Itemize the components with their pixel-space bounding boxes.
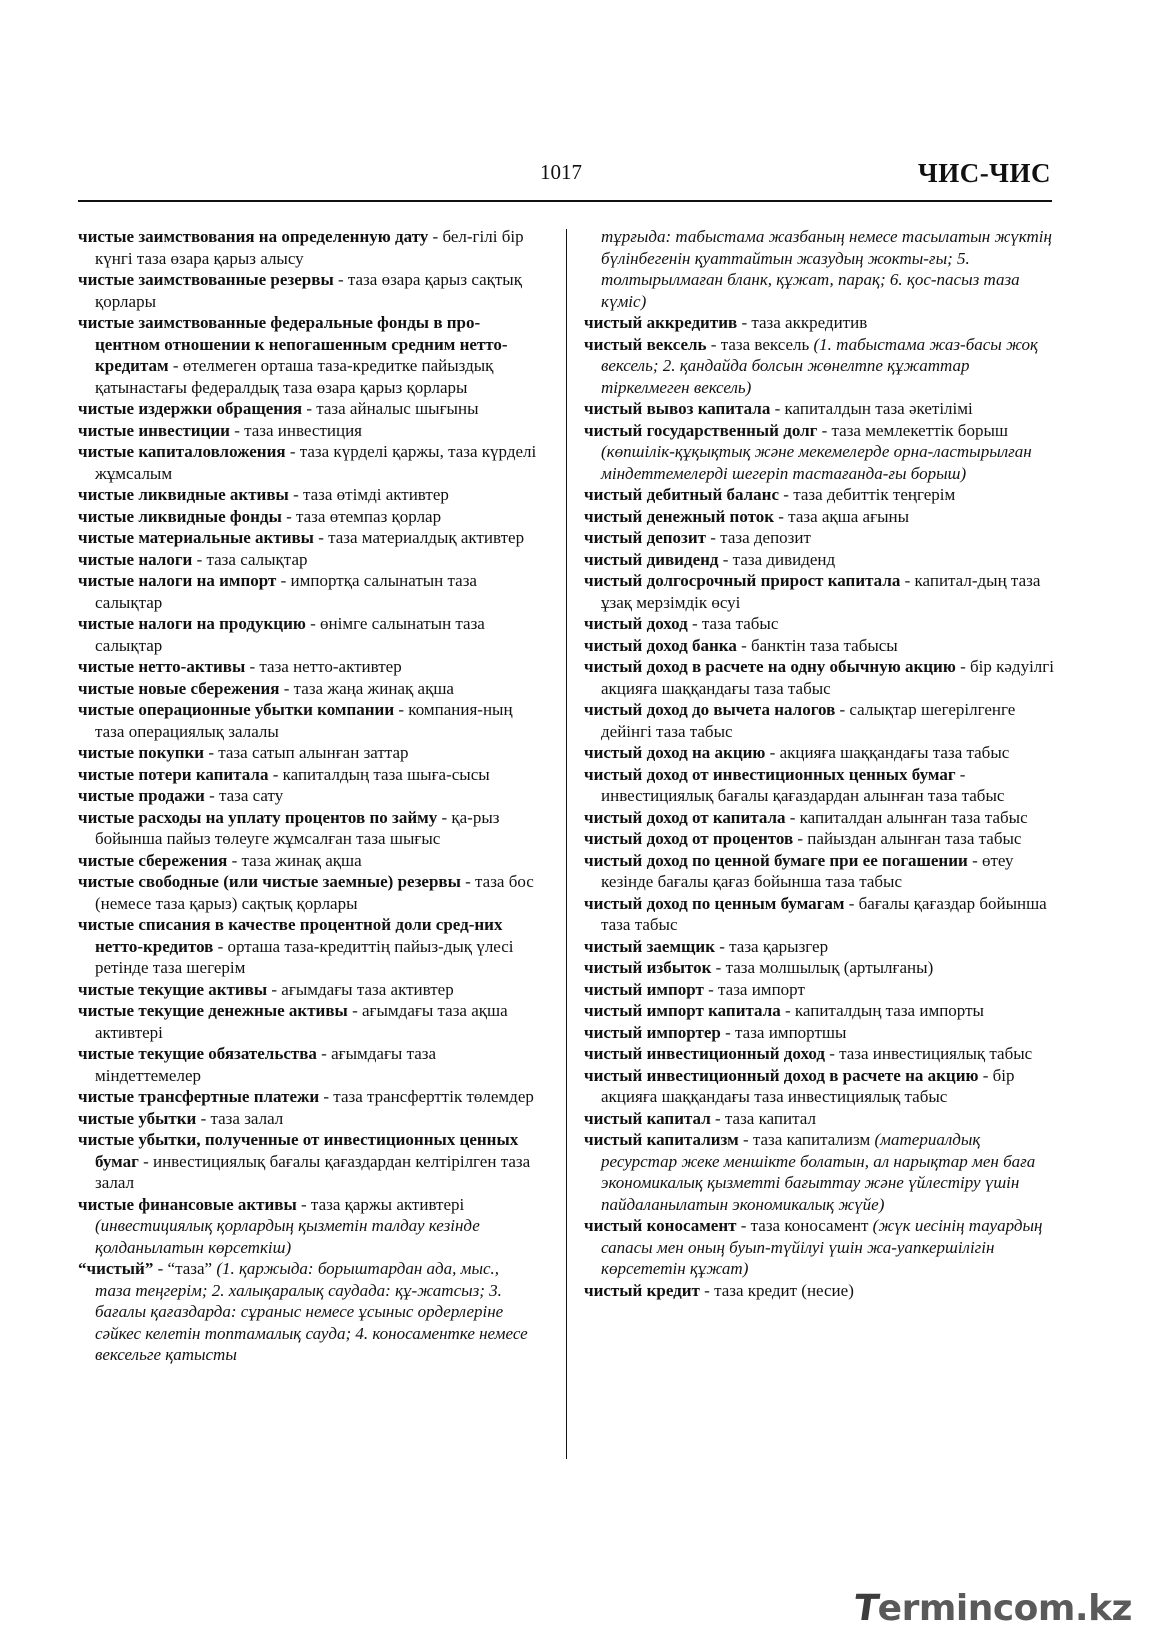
- entry-term: чистые инвестиции: [78, 420, 230, 440]
- watermark-last: m.kz: [1037, 1588, 1132, 1629]
- dictionary-entry: [584, 506, 1054, 528]
- column-divider: [566, 229, 567, 1459]
- watermark-o: o: [1013, 1588, 1038, 1629]
- entry-translation: - таза өтемпаз қорлар: [281, 506, 442, 526]
- entry-translation: - таза қарызгер: [715, 936, 829, 956]
- entry-translation: - таза мемлекеттік борыш: [817, 420, 1008, 440]
- entry-term: чистый государственный долг: [584, 420, 818, 440]
- entry-translation: - таза аккредитив: [737, 313, 868, 332]
- entry-term: чистые покупки: [78, 743, 205, 762]
- entry-term: чистые заимствования на определенную дату: [78, 227, 429, 246]
- entry-note: (инвестициялық қорлардың қызметін талдау кезінде қолданылатын көрсеткіш): [95, 1216, 480, 1257]
- entry-translation: - таза күрделі қаржы, таза күрделі жұмсалым: [95, 442, 537, 483]
- entry-translation: - капиталдан алынған таза табыс: [785, 807, 1028, 827]
- dictionary-entry: [78, 742, 538, 764]
- entry-term: чистый доход: [584, 614, 688, 633]
- dictionary-entry: [584, 1129, 1054, 1215]
- entry-translation: - капиталдың таза шыға-сысы: [268, 764, 490, 784]
- dictionary-entry: [584, 549, 1054, 571]
- entry-term: чистые свободные (или чистые заемные) резервы: [78, 872, 461, 891]
- entry-term: чистый коносамент: [584, 1216, 737, 1235]
- entry-translation: - таза кредит (несие): [699, 1280, 854, 1300]
- entry-term: “чистый”: [78, 1259, 154, 1278]
- entry-translation: - таза капитализм: [738, 1130, 875, 1149]
- dictionary-entry: [584, 484, 1054, 506]
- entry-translation: - таза трансферттік төлемдер: [319, 1087, 534, 1106]
- entry-translation: - таза нетто-активтер: [245, 657, 402, 676]
- entry-term: чистые налоги: [78, 549, 193, 569]
- dictionary-entry: [78, 441, 538, 484]
- entry-translation: - таза салықтар: [192, 549, 308, 569]
- left-column: [78, 226, 538, 1366]
- dictionary-entry: [584, 1215, 1054, 1280]
- entry-term: чистый избыток: [584, 958, 712, 977]
- entry-translation: - таза вексель: [706, 334, 814, 354]
- entry-translation: - таза инвестициялық табыс: [824, 1044, 1033, 1063]
- dictionary-entry: [584, 1065, 1054, 1108]
- entry-translation: - ағымдағы таза активтер: [267, 979, 454, 999]
- entry-translation: - инвестициялық бағалы қағаздардан келтірілген таза залал: [95, 1151, 531, 1192]
- entry-term: чистые убытки: [78, 1108, 197, 1128]
- dictionary-entry: [78, 699, 538, 742]
- entry-term: чистые материальные активы: [78, 528, 314, 547]
- entry-term: чистый доход до вычета налогов: [584, 700, 836, 719]
- dictionary-entry: [584, 635, 1054, 657]
- dictionary-entry: [78, 1043, 538, 1086]
- entry-translation: - таза жаңа жинақ ақша: [279, 678, 454, 698]
- dictionary-entry: [78, 656, 538, 678]
- entry-term: чистый импорт: [584, 979, 704, 999]
- watermark-middle: erminc: [877, 1588, 1014, 1629]
- entry-translation: - таза импортшы: [720, 1022, 847, 1042]
- dictionary-entry: [584, 850, 1054, 893]
- entry-translation: - капитал-дың таза ұзақ мерзімдік өсуі: [601, 571, 1041, 612]
- entry-term: чистые убытки, полученные от инвестиционных ценных бумаг: [78, 1130, 519, 1171]
- entry-term: чистый доход на акцию: [584, 743, 766, 762]
- entry-term: чистые текущие активы: [78, 979, 268, 999]
- entry-term: чистые продажи: [78, 786, 205, 805]
- entry-translation: - пайыздан алынған таза табыс: [793, 829, 1022, 848]
- entry-translation: - өтелмеген орташа таза-кредитке пайыздық қатынастағы федералдық таза өзара қарыз қорлары: [95, 356, 494, 397]
- right-column: [584, 226, 1054, 1301]
- entry-translation: - капиталдын таза әкетілімі: [770, 399, 973, 418]
- running-head: ЧИС-ЧИС: [917, 158, 1051, 188]
- dictionary-entry: [78, 269, 538, 312]
- entry-term: чистый денежный поток: [584, 506, 775, 526]
- entry-term: чистый доход от процентов: [584, 829, 794, 848]
- dictionary-entry: [78, 785, 538, 807]
- dictionary-entry: [78, 226, 538, 269]
- entry-translation: - таза қаржы активтері: [296, 1194, 465, 1214]
- dictionary-entry: [584, 936, 1054, 958]
- entry-translation: - таза коносамент: [736, 1216, 873, 1235]
- entry-term: чистые текущие обязательства: [78, 1044, 317, 1063]
- entry-term: чистые потери капитала: [78, 764, 269, 784]
- entry-term: чистый импорт капитала: [584, 1001, 781, 1020]
- entry-term: чистый депозит: [584, 528, 707, 547]
- dictionary-entry: [78, 420, 538, 442]
- entry-translation: - таза сатып алынған заттар: [204, 743, 409, 762]
- dictionary-entry: [584, 979, 1054, 1001]
- entry-term: чистый капитализм: [584, 1130, 739, 1149]
- entry-translation: - ағымдағы таза ақша активтері: [95, 1001, 508, 1042]
- dictionary-entry: [584, 334, 1054, 399]
- entry-translation: - таза инвестиция: [229, 420, 362, 440]
- entry-translation: - таза залал: [196, 1108, 284, 1128]
- dictionary-entry: [78, 678, 538, 700]
- dictionary-entry: [78, 764, 538, 786]
- dictionary-entry: [78, 484, 538, 506]
- dictionary-entry: [78, 1086, 538, 1108]
- dictionary-entry: [584, 764, 1054, 807]
- entry-term: чистый доход от капитала: [584, 807, 786, 827]
- entry-term: чистый дебитный баланс: [584, 485, 780, 504]
- entry-translation: - бағалы қағаздар бойынша таза табыс: [601, 893, 1047, 934]
- dictionary-entry: [78, 1108, 538, 1130]
- header-rule: [78, 200, 1052, 202]
- dictionary-entry: [78, 570, 538, 613]
- entry-term: чистый кредит: [584, 1280, 700, 1300]
- entry-translation: - инвестициялық бағалы қағаздардан алынған таза табыс: [601, 764, 1005, 805]
- entry-note: (1. табыстама жаз-басы жоқ вексель; 2. қандайда болсын жөнелтпе құжаттар тіркелмеген вексель): [601, 334, 1038, 397]
- entry-note: (материалдық ресурстар жеке меншікте болатын, ал нарықтар мен баға экономикалық қызметті бағыттау және үйлестіру үшін пайдаланылатын экономикалық жүйе): [601, 1130, 1036, 1214]
- dictionary-entry: [78, 527, 538, 549]
- entry-term: чистый доход по ценным бумагам: [584, 893, 845, 913]
- entry-term: чистый доход в расчете на одну обычную акцию: [584, 657, 956, 676]
- entry-term: чистый инвестиционный доход в расчете на акцию: [584, 1065, 979, 1085]
- entry-translation: - таза айналыс шығыны: [302, 399, 479, 418]
- entry-term: чистые финансовые активы: [78, 1194, 297, 1214]
- dictionary-entry: [78, 850, 538, 872]
- entry-translation: - бел-гілі бір күнгі таза өзара қарыз алысу: [95, 227, 524, 268]
- entry-translation: - таза дивиденд: [718, 549, 836, 569]
- entry-term: чистый доход банка: [584, 635, 737, 655]
- entry-term: чистые ликвидные активы: [78, 485, 289, 504]
- entry-term: чистые нетто-активы: [78, 657, 246, 676]
- dictionary-entry: [78, 1194, 538, 1259]
- entry-term: чистый долгосрочный прирост капитала: [584, 571, 901, 590]
- dictionary-entry: [584, 807, 1054, 829]
- dictionary-entry: [78, 807, 538, 850]
- entry-translation: - банктін таза табысы: [736, 635, 898, 655]
- dictionary-entry: [78, 1000, 538, 1043]
- entry-translation: - қа-рыз бойынша пайыз төлеуге жұмсалған таза шығыс: [95, 807, 500, 848]
- dictionary-entry: [584, 398, 1054, 420]
- entry-term: чистый капитал: [584, 1108, 711, 1128]
- entry-term: чистые трансфертные платежи: [78, 1087, 320, 1106]
- entry-translation: - таза молшылық (артылғаны): [711, 958, 934, 977]
- entry-term: чистый доход от инвестиционных ценных бумаг: [584, 764, 956, 784]
- dictionary-entry: [78, 549, 538, 571]
- dictionary-entry: [584, 742, 1054, 764]
- entry-translation: - өнімге салынатын таза салықтар: [95, 614, 485, 655]
- entry-term: чистые налоги на продукцию: [78, 614, 306, 633]
- entry-translation: - таза импорт: [703, 979, 805, 999]
- entry-note: (жүк иесінің тауардың сапасы мен оның буып-түйілуі үшін жа-уапкершілігін көрсететін құжат): [601, 1216, 1043, 1278]
- terminology-watermark: [850, 1588, 1132, 1629]
- entry-translation: - таза жинақ ақша: [227, 850, 362, 870]
- entry-translation: - бір кәдуілгі акцияға шаққандағы таза табыс: [601, 657, 1054, 698]
- entry-term: чистые ликвидные фонды: [78, 506, 282, 526]
- dictionary-entry: [584, 1280, 1054, 1302]
- entry-translation: - орташа таза-кредиттің пайыз-дық үлесі ретінде таза шегерім: [95, 936, 514, 977]
- entry-translation: - таза өтімді активтер: [288, 485, 449, 504]
- entry-term: чистый доход по ценной бумаге при ее погашении: [584, 850, 968, 870]
- entry-term: чистый дивиденд: [584, 549, 719, 569]
- entry-term: чистый вексель: [584, 334, 707, 354]
- entry-translation: - таза өзара қарыз сақтық қорлары: [95, 270, 522, 311]
- entry-term: чистые издержки обращения: [78, 399, 303, 418]
- entry-translation: - импортқа салынатын таза салықтар: [95, 571, 477, 612]
- dictionary-entry: [78, 979, 538, 1001]
- dictionary-entry: [584, 420, 1054, 485]
- entry-term: чистые сбережения: [78, 850, 228, 870]
- entry-term: чистые операционные убытки компании: [78, 700, 395, 719]
- dictionary-entry: [584, 613, 1054, 635]
- dictionary-entry: [78, 1129, 538, 1194]
- dictionary-entry: [78, 398, 538, 420]
- watermark-first-letter: T: [850, 1588, 881, 1629]
- entry-term: чистый импортер: [584, 1022, 721, 1042]
- entry-translation: - таза капитал: [710, 1108, 816, 1128]
- entry-term: чистые заимствованные федеральные фонды в про-центном отношении к непогашенным средним нетто-кредитам: [78, 313, 508, 375]
- entry-translation: - капиталдың таза импорты: [780, 1001, 984, 1020]
- entry-translation: - өтеу кезінде бағалы қағаз бойынша таза табыс: [601, 850, 1014, 891]
- entry-translation: - таза табыс: [687, 614, 779, 633]
- entry-translation: - акцияға шаққандағы таза табыс: [765, 743, 1010, 762]
- entry-term: чистый инвестиционный доход: [584, 1044, 825, 1063]
- entry-translation: - компания-ның таза операциялық залалы: [95, 700, 513, 741]
- entry-term: чистые текущие денежные активы: [78, 1001, 348, 1020]
- dictionary-entry: [78, 1258, 538, 1366]
- entry-translation: - таза депозит: [706, 528, 811, 547]
- dictionary-entry: [78, 312, 538, 398]
- dictionary-entry: [584, 1022, 1054, 1044]
- dictionary-entry: [78, 506, 538, 528]
- entry-term: чистые новые сбережения: [78, 678, 280, 698]
- entry-translation: - ағымдағы таза міндеттемелер: [95, 1044, 437, 1085]
- entry-translation: - таза сату: [204, 786, 284, 805]
- entry-term: чистые заимствованные резервы: [78, 270, 334, 289]
- entry-translation: - таза материалдық активтер: [313, 528, 525, 547]
- entry-term: чистый вывоз капитала: [584, 399, 771, 418]
- entry-term: чистые налоги на импорт: [78, 571, 277, 590]
- dictionary-entry: [584, 226, 1054, 312]
- entry-term: чистый заемщик: [584, 936, 715, 956]
- entry-translation: - “таза”: [153, 1259, 217, 1278]
- entry-term: чистый аккредитив: [584, 313, 738, 332]
- entry-note: (1. қаржыда: борыштардан ада, мыс., таза теңгерім; 2. халықаралық саудада: құ-жатсыз; 3. бағалы қағаздарда: сұраныс немесе ұсыныс ордерлеріне сәйкес келетін топтамалық сауда; 4. коносаментке немесе вексельге қатысты: [95, 1259, 528, 1364]
- entry-translation: - таза ақша ағыны: [774, 506, 910, 526]
- entry-translation: - таза дебиттік теңгерім: [779, 485, 956, 504]
- entry-translation: - бір акцияға шаққандағы таза инвестициялық табыс: [601, 1065, 1015, 1106]
- entry-term: чистые расходы на уплату процентов по займу: [78, 807, 438, 827]
- entry-translation: - салықтар шегерілгенге дейінгі таза табыс: [601, 700, 1016, 741]
- entry-term: чистые капиталовложения: [78, 442, 286, 461]
- page-number: 1017: [540, 160, 582, 184]
- entry-term: чистые списания в качестве процентной доли сред-них нетто-кредитов: [78, 915, 503, 956]
- dictionary-entry: [584, 893, 1054, 936]
- dictionary-entry: [584, 1108, 1054, 1130]
- dictionary-entry: [78, 613, 538, 656]
- dictionary-entry: [584, 828, 1054, 850]
- dictionary-entry: [78, 871, 538, 914]
- dictionary-entry: [584, 1043, 1054, 1065]
- entry-note: тұрғыда: табыстама жазбаның немесе тасылатын жүктің бүлінбегенін қуаттайтын жазудың жокты-ғы; 5. толтырылмаған бланк, құжат, парақ; 6. қос-пасыз таза күміс): [601, 227, 1052, 311]
- entry-note: (көпшілік-құқықтық және мекемелерде орна-ластырылған міндеттемелерді шегеріп тастағанда-ғы борыш): [601, 442, 1032, 483]
- dictionary-entry: [584, 957, 1054, 979]
- dictionary-entry: [78, 914, 538, 979]
- entry-translation: - таза бос (немесе таза қарыз) сақтық қорлары: [95, 872, 534, 913]
- dictionary-entry: [584, 527, 1054, 549]
- dictionary-entry: [584, 312, 1054, 334]
- dictionary-entry: [584, 570, 1054, 613]
- dictionary-entry: [584, 1000, 1054, 1022]
- dictionary-entry: [584, 656, 1054, 699]
- dictionary-entry: [584, 699, 1054, 742]
